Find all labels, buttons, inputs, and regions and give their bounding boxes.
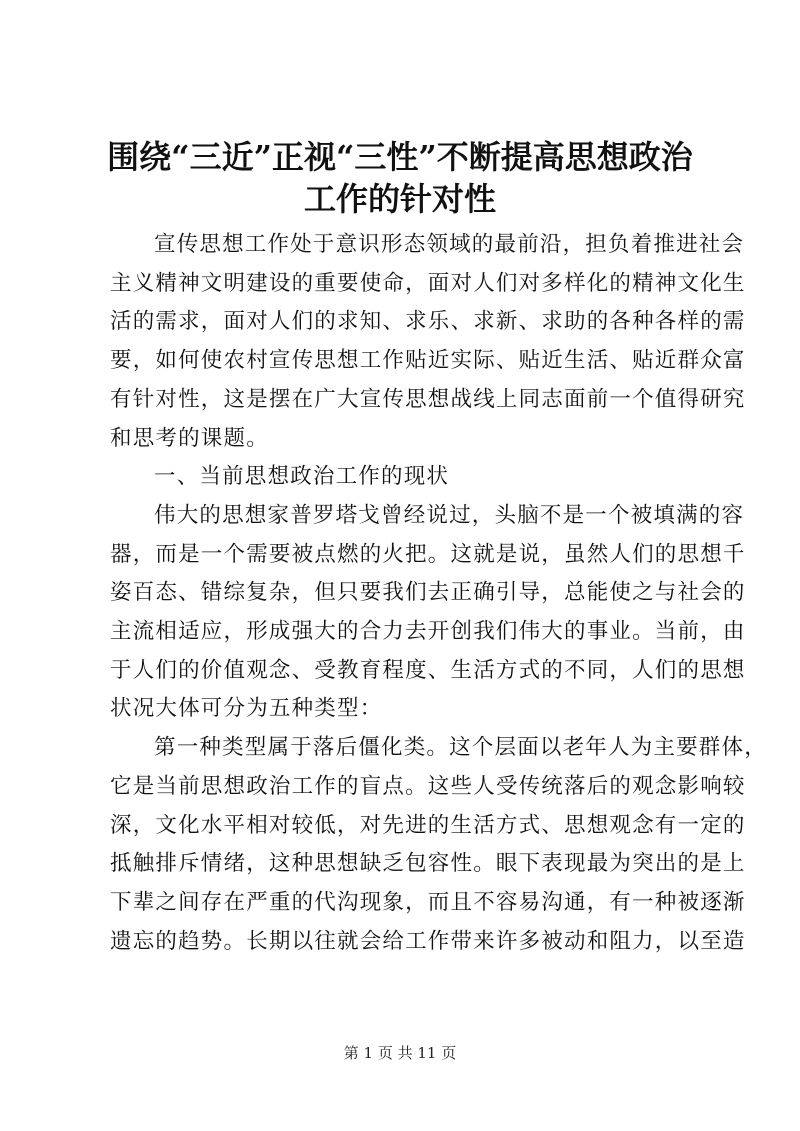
text-line: 伟大的思想家普罗塔戈曾经说过，头脑不是一个被填满的容 bbox=[154, 502, 745, 528]
text-line: 宣传思想工作处于意识形态领域的最前沿，担负着推进社会 bbox=[154, 232, 745, 257]
document-body bbox=[110, 226, 767, 961]
text-line: 器，而是一个需要被点燃的火把。这就是说，虽然人们的思想千 bbox=[110, 541, 746, 567]
text-line: 主义精神文明建设的重要使命，面对人们对多样化的精神文化生 bbox=[110, 270, 746, 296]
text-line: 于人们的价值观念、受教育程度、生活方式的不同，人们的思想 bbox=[110, 657, 746, 683]
text-line: 抵触排斥情绪，这种思想缺乏包容性。眼下表现最为突出的是上 bbox=[110, 851, 746, 877]
text-line: 状况大体可分为五种类型： bbox=[110, 696, 383, 722]
document-title bbox=[100, 136, 700, 220]
text-line: 和思考的课题。 bbox=[110, 425, 269, 451]
paragraph-type-one bbox=[110, 729, 767, 961]
text-line: 第一种类型属于落后僵化类。这个层面以老年人为主要群体， bbox=[154, 735, 767, 761]
text-line: 活的需求，面对人们的求知、求乐、求新、求助的各种各样的需 bbox=[110, 309, 746, 335]
text-line: 有针对性，这是摆在广大宣传思想战线上同志面前一个值得研究 bbox=[110, 386, 746, 412]
text-line: 姿百态、错综复杂，但只要我们去正确引导，总能使之与社会的 bbox=[110, 580, 746, 606]
text-line: 要，如何使农村宣传思想工作贴近实际、贴近生活、贴近群众富 bbox=[110, 348, 746, 374]
page-number-footer: 第 1 页 共 11 页 bbox=[343, 1044, 457, 1062]
text-line: 它是当前思想政治工作的盲点。这些人受传统落后的观念影响较 bbox=[110, 773, 746, 799]
section-heading bbox=[110, 458, 700, 497]
title-line: 围绕“三近”正视“三性”不断提高思想政治 bbox=[107, 138, 693, 176]
text-line: 主流相适应，形成强大的合力去开创我们伟大的事业。当前，由 bbox=[110, 619, 746, 645]
heading-line: 一、当前思想政治工作的现状 bbox=[154, 464, 450, 490]
title-line: 工作的针对性 bbox=[303, 180, 496, 218]
text-line: 遗忘的趋势。长期以往就会给工作带来许多被动和阻力，以至造 bbox=[110, 928, 746, 954]
paragraph-status bbox=[110, 497, 746, 729]
text-line: 深，文化水平相对较低，对先进的生活方式、思想观念有一定的 bbox=[110, 812, 746, 838]
text-line: 下辈之间存在严重的代沟现象，而且不容易沟通，有一种被逐渐 bbox=[110, 889, 746, 915]
paragraph-intro bbox=[110, 226, 746, 458]
